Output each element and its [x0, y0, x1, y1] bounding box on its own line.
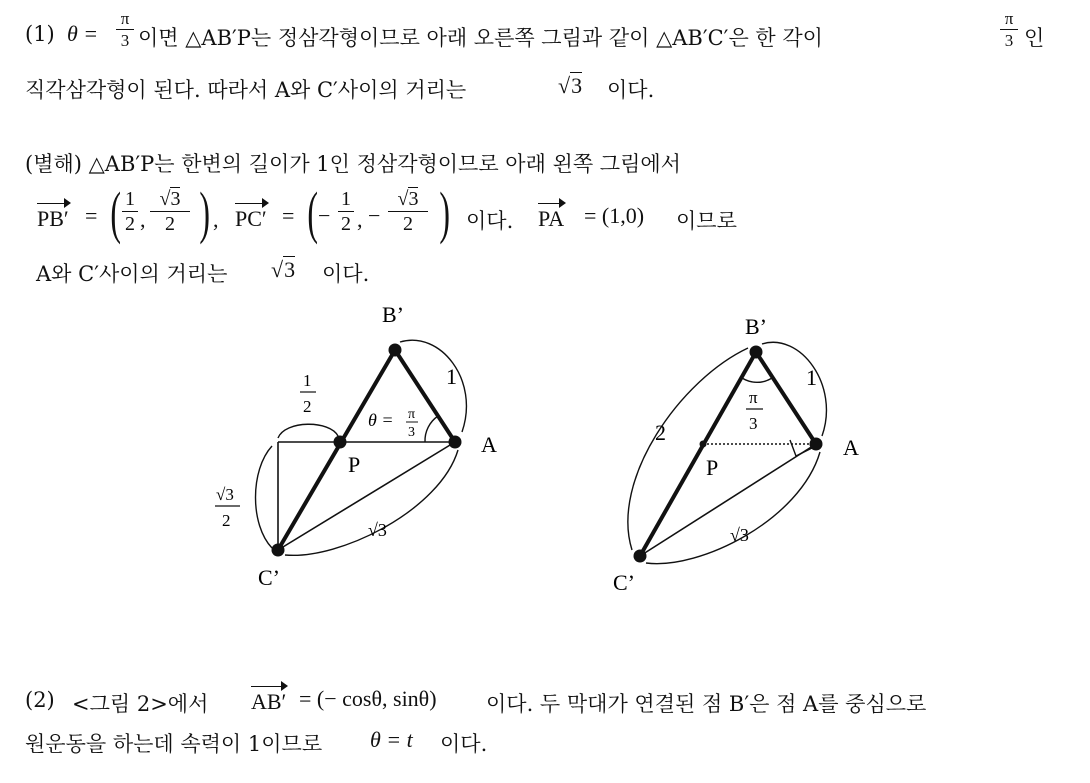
angle-arc-a — [425, 416, 438, 442]
imeuro-text: 이므로 — [676, 209, 737, 233]
fraction-numerator: π — [120, 9, 130, 28]
fraction-denominator: 2 — [125, 213, 135, 235]
right-label-b: B’ — [745, 314, 767, 339]
vector-pa-label: PA — [538, 203, 564, 232]
label-theta: θ = — [368, 410, 394, 430]
radicand: 3 — [408, 188, 419, 210]
label-a: A — [481, 432, 497, 457]
right-label-side-2: 2 — [655, 420, 666, 445]
right-point-c — [634, 550, 647, 563]
point-p — [334, 436, 347, 449]
right-label-c: C’ — [613, 570, 635, 595]
part2-text-a: <그림 2>에서 — [72, 692, 209, 716]
label-theta-3: 3 — [408, 425, 415, 440]
left-paren-2: ( — [307, 180, 318, 245]
fraction-numerator: 1 — [341, 188, 351, 210]
label-half-den: 2 — [303, 397, 312, 416]
right-point-p — [700, 441, 707, 448]
comma: , — [140, 207, 146, 232]
comma-2: , — [213, 207, 219, 232]
minus-sign: − — [318, 203, 331, 228]
theta-equation: θ = — [67, 21, 99, 46]
label-theta-pi: π — [408, 407, 416, 422]
label-side-1: 1 — [446, 364, 457, 389]
right-point-a — [810, 438, 823, 451]
vector-ab-label: AB′ — [251, 686, 286, 715]
vector-pc-label: PC′ — [235, 203, 267, 232]
radicand: 3 — [571, 73, 583, 98]
sqrt3-value: √3 — [558, 73, 583, 98]
alt-line3-a: A와 C′사이의 거리는 — [36, 262, 228, 286]
point-b — [389, 344, 402, 357]
brace-height — [256, 446, 273, 548]
part1-line2-b: 이다. — [607, 78, 655, 102]
part2-line2-b: 이다. — [440, 732, 488, 756]
right-figure — [613, 314, 859, 595]
fraction-denominator: 2 — [403, 213, 413, 235]
left-figure — [215, 302, 497, 590]
right-point-b — [750, 346, 763, 359]
equals-sign-2: = — [282, 203, 295, 228]
pa-value: = (1,0) — [584, 203, 645, 228]
part2-label: (2) — [25, 688, 55, 712]
comma-3: , — [357, 207, 363, 232]
left-paren: ( — [110, 180, 121, 245]
point-a — [449, 436, 462, 449]
equals-sign: = — [85, 203, 98, 228]
right-label-3: 3 — [749, 414, 758, 433]
part2-text-b: 이다. 두 막대가 연결된 점 B′은 점 A를 중심으로 — [486, 692, 927, 716]
part2-line2-a: 원운동을 하는데 속력이 1이므로 — [25, 732, 323, 756]
label-height-num: √3 — [216, 485, 234, 504]
right-brace-2 — [628, 348, 748, 550]
angle-arc-b — [742, 378, 772, 382]
part1-label: (1) — [25, 22, 55, 46]
fraction-denominator: 2 — [165, 213, 175, 235]
label-height-den: 2 — [222, 511, 231, 530]
part1-text-b: 인 — [1024, 26, 1045, 50]
fraction-numerator: 1 — [125, 188, 135, 210]
fraction-denominator: 3 — [1004, 31, 1014, 50]
right-label-ac: √3 — [730, 525, 749, 545]
label-p: P — [348, 452, 361, 477]
part1-line2-a: 직각삼각형이 된다. 따라서 A와 C′사이의 거리는 — [25, 78, 467, 102]
point-c — [272, 544, 285, 557]
label-ac: √3 — [368, 520, 387, 540]
fraction-numerator: π — [1004, 9, 1014, 28]
label-c: C’ — [258, 565, 280, 590]
right-brace-ac — [646, 452, 820, 564]
radicand: 3 — [170, 188, 181, 210]
theta-equals-t: θ = t — [370, 727, 413, 752]
brace-half — [278, 424, 338, 438]
alt-line1: (별해) △AB′P는 한변의 길이가 1인 정삼각형이므로 아래 왼쪽 그림에서 — [25, 152, 681, 176]
fraction-denominator: 3 — [120, 31, 130, 50]
right-paren: ) — [199, 180, 210, 245]
label-b: B’ — [382, 302, 404, 327]
right-label-a: A — [843, 435, 859, 460]
right-paren-2: ) — [439, 180, 450, 245]
radicand: 3 — [284, 257, 296, 282]
fraction-numerator: √3 — [397, 188, 419, 210]
vector-ab — [251, 686, 286, 715]
right-label-side-1: 1 — [806, 365, 817, 390]
right-label-pi: π — [749, 388, 758, 407]
vector-pb-label: PB′ — [37, 203, 69, 232]
part1-text-a: 이면 △AB′P는 정삼각형이므로 아래 오른쪽 그림과 같이 △AB′C′은 한 각이 — [138, 26, 823, 50]
right-ac-segment — [640, 444, 816, 556]
label-half-num: 1 — [303, 371, 312, 390]
fraction-numerator: √3 — [159, 188, 181, 210]
ida-text: 이다. — [466, 209, 514, 233]
part2-value: = (− cosθ, sinθ) — [299, 686, 437, 711]
alt-line3-b: 이다. — [322, 262, 370, 286]
fraction-denominator: 2 — [341, 213, 351, 235]
sqrt3-value-2: √3 — [271, 257, 296, 282]
minus-sign-2: − — [368, 203, 381, 228]
right-label-p: P — [706, 455, 719, 480]
